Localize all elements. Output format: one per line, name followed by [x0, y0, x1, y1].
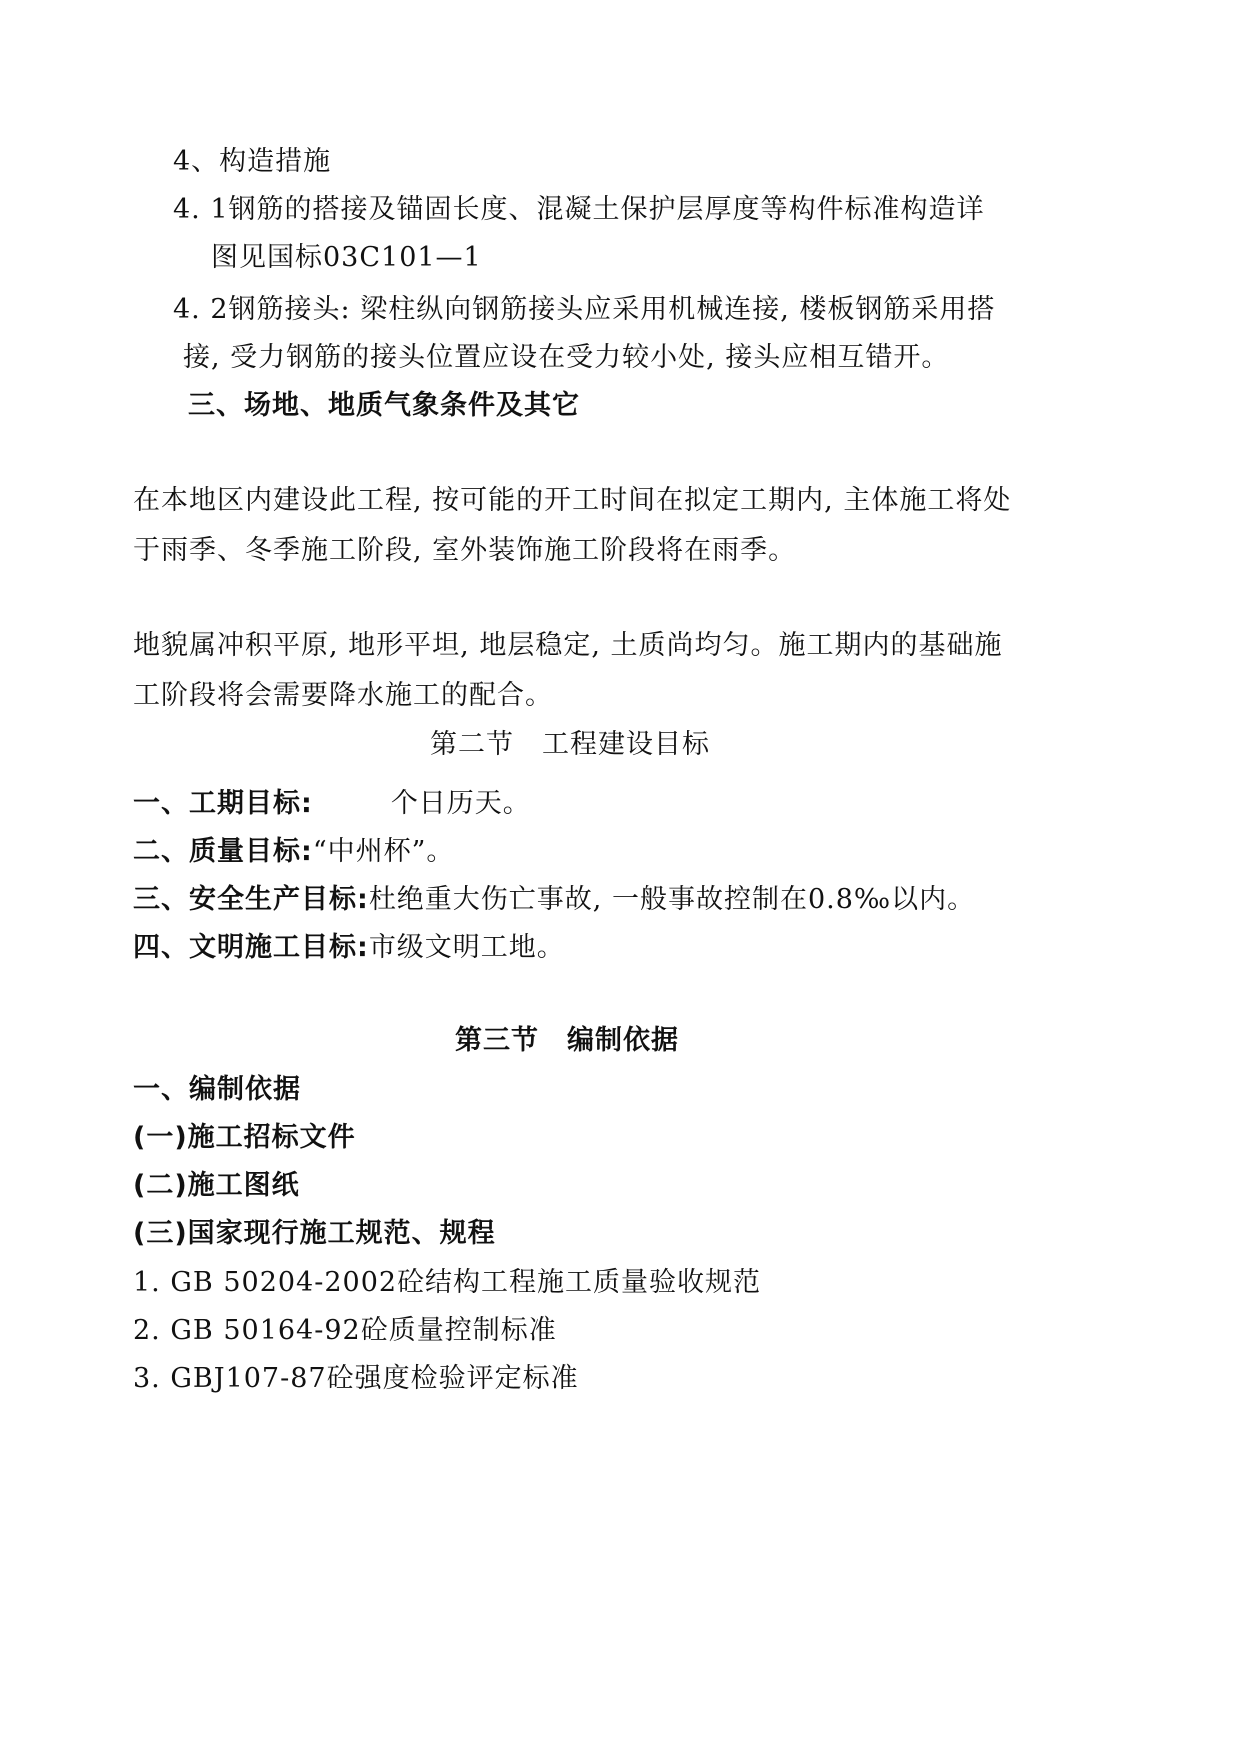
section-2-title — [430, 728, 710, 762]
sub-tender-documents: (一)施工招标文件 — [133, 1122, 356, 1153]
goal-safety — [133, 883, 975, 917]
item-4-1-line2: 图见国标03C101—1 — [211, 242, 482, 273]
list-item: 1. GB 50204-2002砼结构工程施工质量验收规范 — [133, 1267, 762, 1298]
goal-value: 杜绝重大伤亡事故, 一般事故控制在0.8‰以内。 — [368, 884, 976, 915]
goal-label: 三、安全生产目标: — [133, 884, 369, 915]
para-landform-line1: 地貌属冲积平原, 地形平坦, 地层稳定, 土质尚均匀。施工期内的基础施 — [133, 630, 1003, 661]
goal-schedule — [133, 787, 531, 821]
section-3-name: 编制依据 — [567, 1025, 679, 1056]
heading-4-construction-measures: 4、构造措施 — [173, 146, 332, 177]
goal-value: 个日历天。 — [390, 788, 531, 819]
heading-site-geology: 三、场地、地质气象条件及其它 — [188, 390, 580, 421]
goal-value: “中州杯”。 — [312, 836, 455, 867]
sub-national-standards: (三)国家现行施工规范、规程 — [133, 1218, 496, 1249]
section-3-number: 第三节 — [455, 1025, 539, 1056]
item-4-2-line1: 4. 2钢筋接头: 梁柱纵向钢筋接头应采用机械连接, 楼板钢筋采用搭 — [173, 294, 996, 325]
goal-civilized — [133, 931, 565, 965]
list-item: 3. GBJ107-87砼强度检验评定标准 — [133, 1363, 579, 1394]
list-item: 2. GB 50164-92砼质量控制标准 — [133, 1315, 557, 1346]
goal-label: 一、工期目标: — [133, 788, 313, 819]
para-construction-period-line1: 在本地区内建设此工程, 按可能的开工时间在拟定工期内, 主体施工将处 — [133, 485, 1012, 516]
goal-label: 四、文明施工目标: — [133, 932, 369, 963]
goal-quality — [133, 835, 454, 869]
section-3-title — [455, 1024, 679, 1058]
section-2-number: 第二节 — [430, 729, 514, 760]
item-4-1-line1: 4. 1钢筋的搭接及锚固长度、混凝土保护层厚度等构件标准构造详 — [173, 194, 985, 225]
para-construction-period-line2: 于雨季、冬季施工阶段, 室外装饰施工阶段将在雨季。 — [133, 535, 797, 566]
goal-label: 二、质量目标: — [133, 836, 313, 867]
para-landform-line2: 工阶段将会需要降水施工的配合。 — [133, 680, 553, 711]
item-4-2-line2: 接, 受力钢筋的接头位置应设在受力较小处, 接头应相互错开。 — [183, 342, 950, 373]
section-2-name: 工程建设目标 — [542, 729, 710, 760]
sub-construction-drawings: (二)施工图纸 — [133, 1170, 300, 1201]
heading-compilation-basis: 一、编制依据 — [133, 1074, 301, 1105]
goal-value: 市级文明工地。 — [368, 932, 565, 963]
